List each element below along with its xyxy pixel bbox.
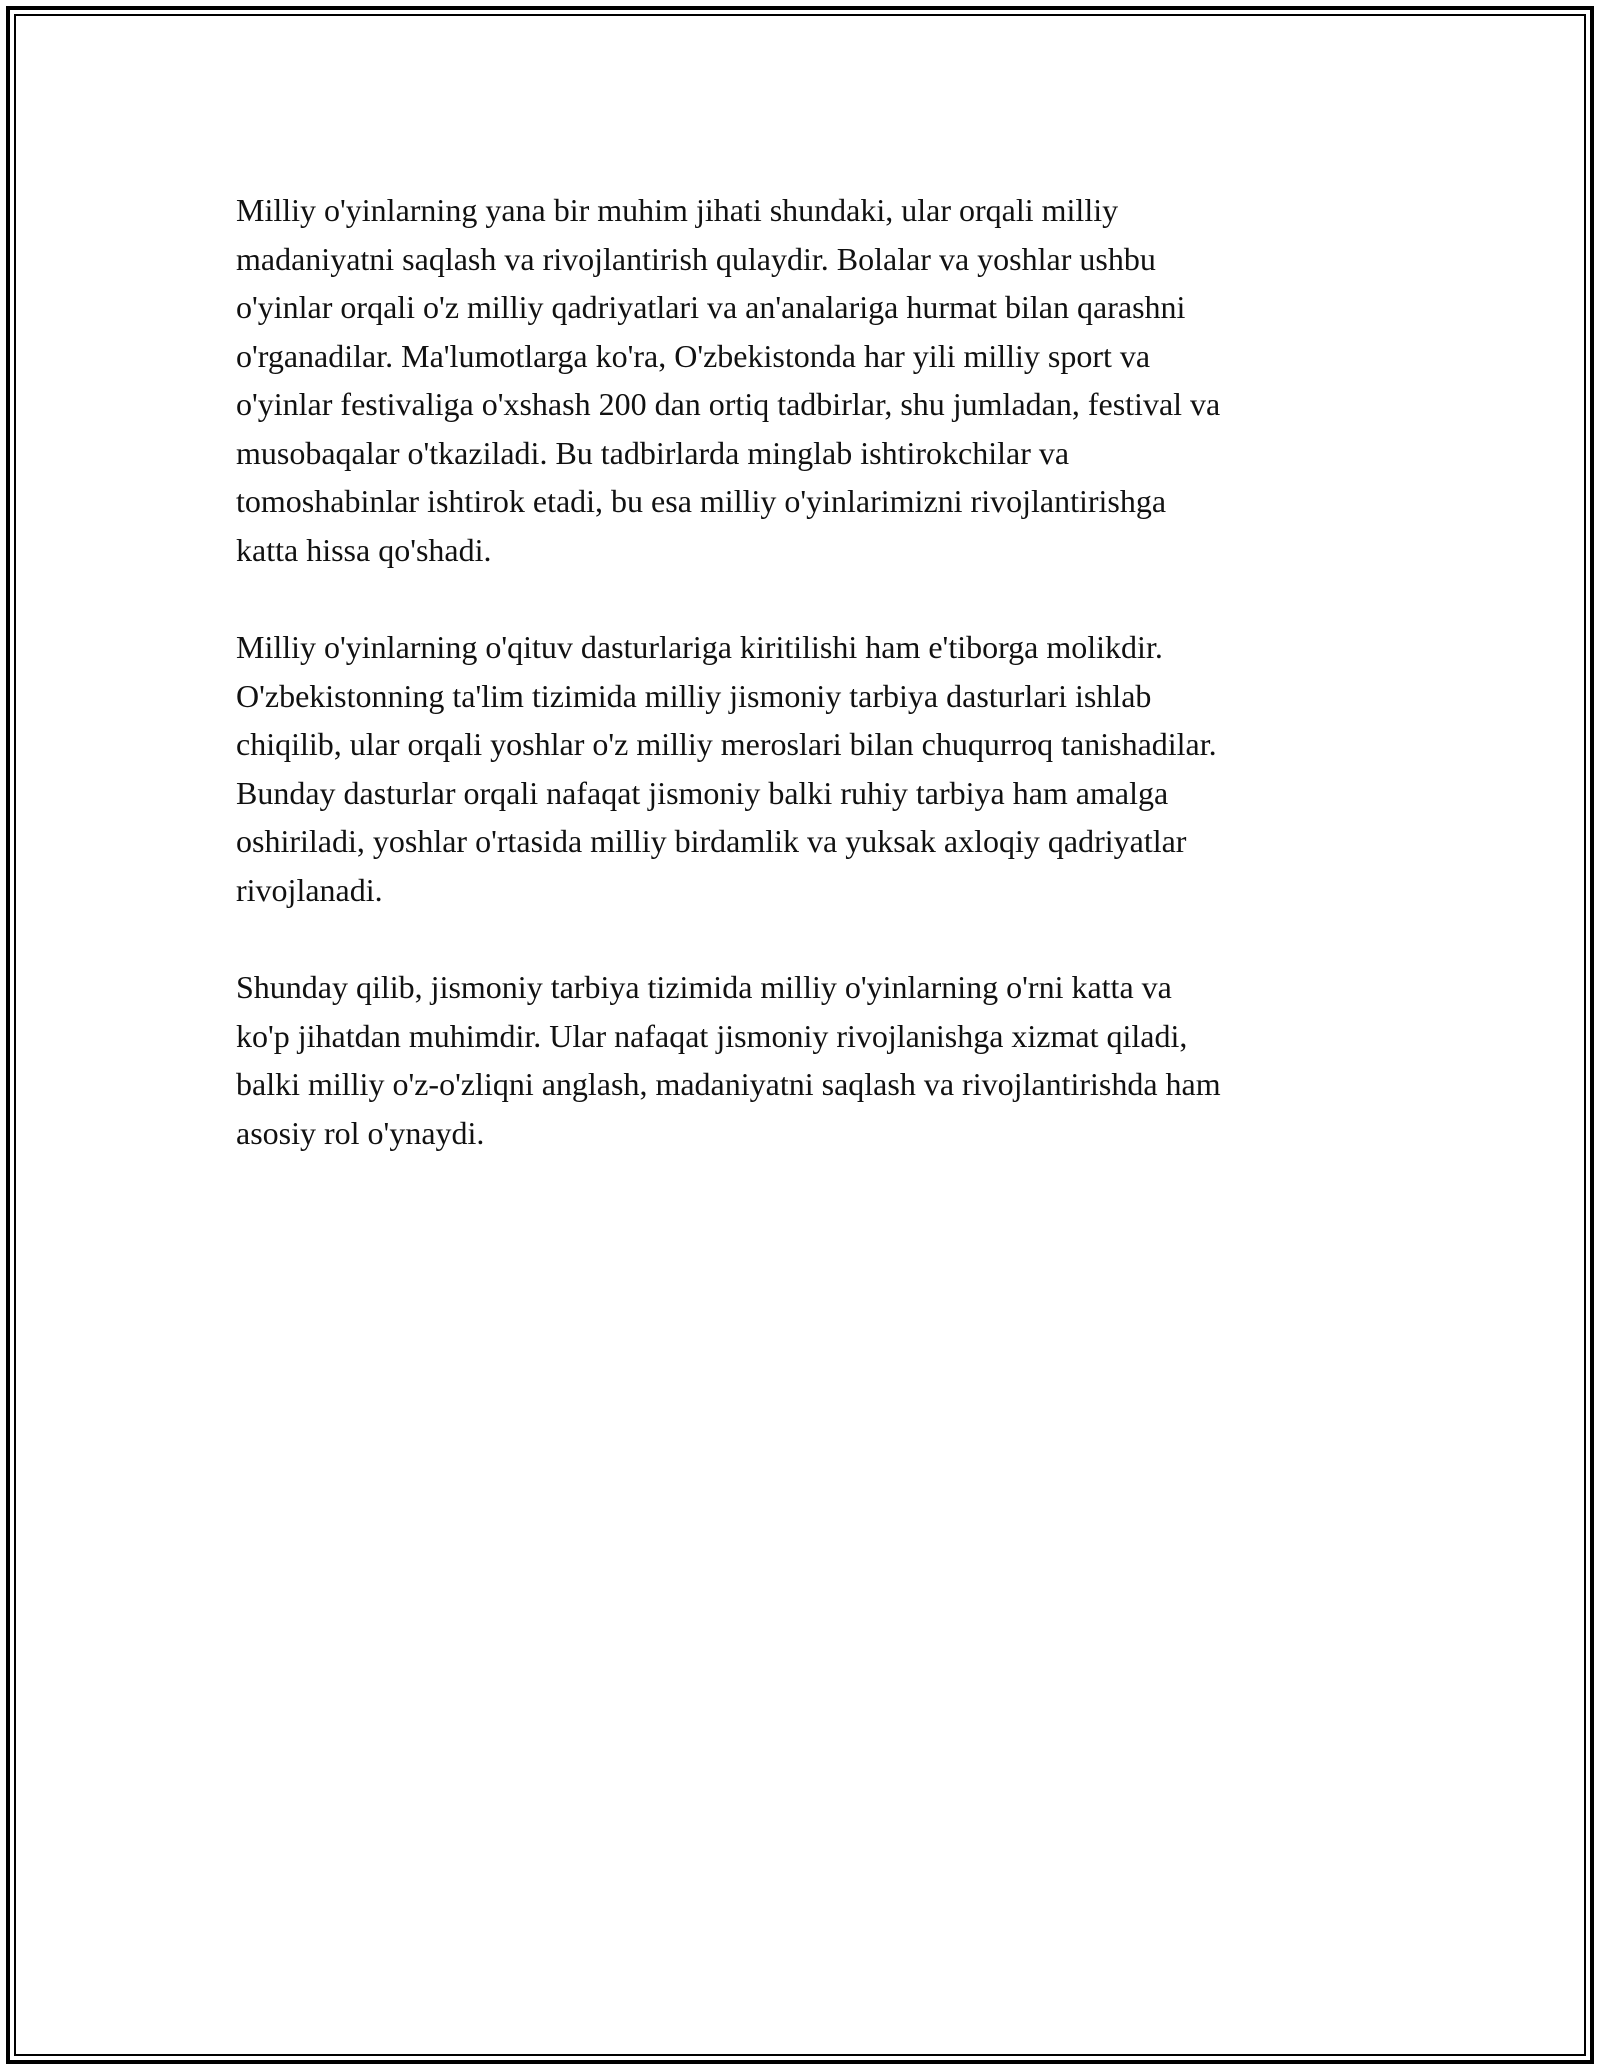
paragraph: Milliy o'yinlarning yana bir muhim jihati shundaki, ular orqali milliy madaniyatni saqlash va rivojlantirish qulaydir. Bolalar va yoshlar ushbu o'yinlar orqali o'z milliy qadriyatlari va an'analariga hurmat bilan qarashni o'rganadilar. Ma'lumotlarga ko'ra, O'zbekistonda har yili milliy sport va o'yinlar festivaliga o'xshash 200 dan ortiq tadbirlar, shu jumladan, festival va musobaqalar o'tkaziladi. Bu tadbirlarda minglab ishtirokchilar va tomoshabinlar ishtirok etadi, bu esa milliy o'yinlarimizni rivojlantirishga katta hissa qo'shadi. bbox=[236, 192, 1221, 568]
document-body bbox=[236, 186, 1396, 1206]
paragraph: Shunday qilib, jismoniy tarbiya tizimida milliy o'yinlarning o'rni katta va ko'p jihatdan muhimdir. Ular nafaqat jismoniy rivojlanishga xizmat qiladi, balki milliy o'z-o'zliqni anglash, madaniyatni saqlash va rivojlantirishda ham asosiy rol o'ynaydi. bbox=[236, 969, 1221, 1151]
paragraph: Milliy o'yinlarning o'qituv dasturlariga kiritilishi ham e'tiborga molikdir. O'zbekistonning ta'lim tizimida milliy jismoniy tarbiya dasturlari ishlab chiqilib, ular orqali yoshlar o'z milliy meroslari bilan chuqurroq tanishadilar. Bunday dasturlar orqali nafaqat jismoniy balki ruhiy tarbiya ham amalga oshiriladi, yoshlar o'rtasida milliy birdamlik va yuksak axloqiy qadriyatlar rivojlanadi. bbox=[236, 629, 1217, 908]
